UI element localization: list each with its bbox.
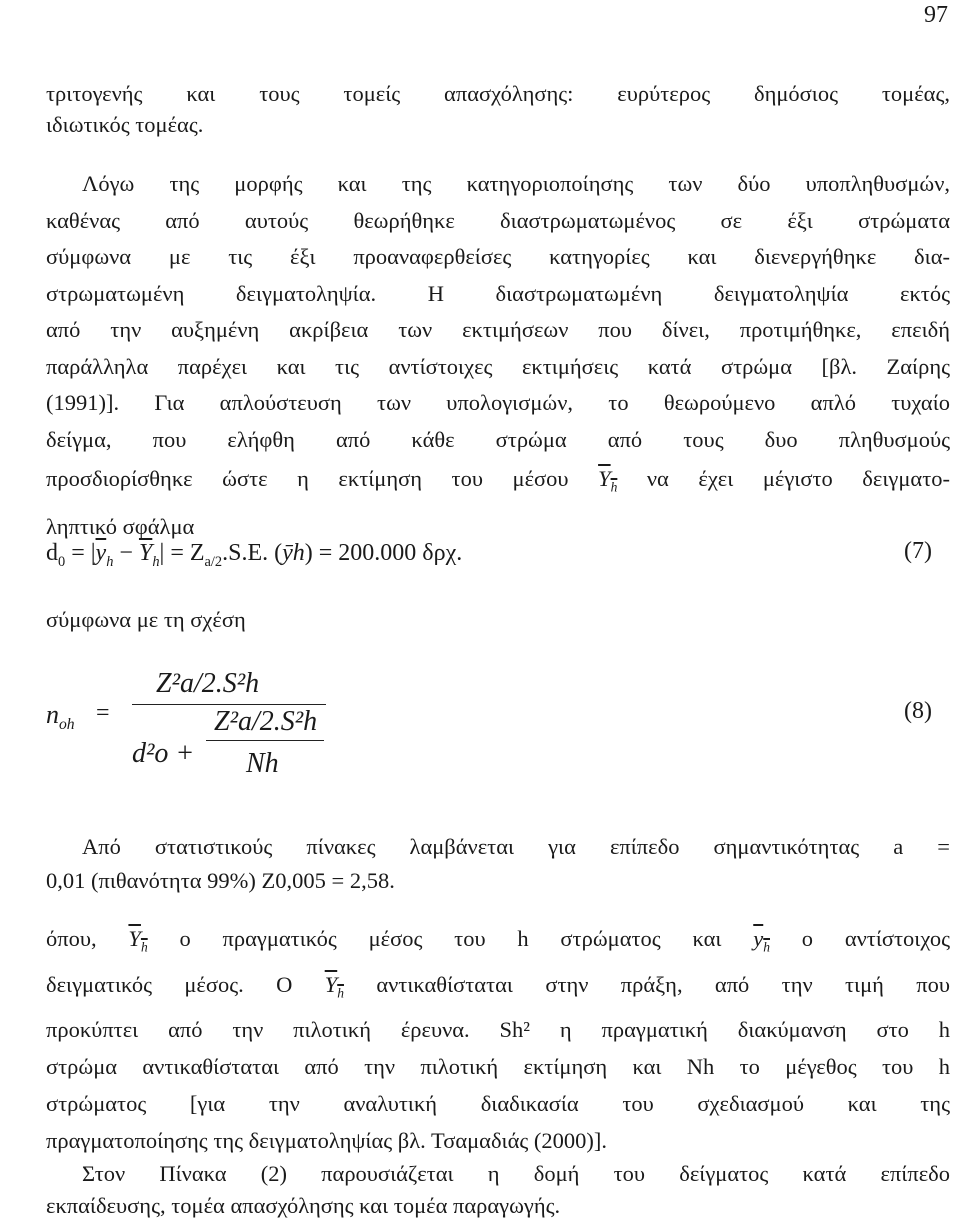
inner-numerator: Z²a/2.S²h xyxy=(214,706,318,737)
text-line: δειγματικός μέσος. Ο $Y_h$ αντικαθίσταται στην πράξη, από την τιμή που xyxy=(46,971,950,1000)
mean-symbol: $Y_h$ xyxy=(598,466,618,495)
text-line: προκύπτει από την πιλοτική έρευνα. Sh² η πραγματική διακύμανση στο h xyxy=(46,1017,950,1042)
text-line: στρώματος [για την αναλυτική διαδικασία του σχεδιασμού και της xyxy=(46,1091,950,1116)
equation-7-number: (7) xyxy=(904,538,932,564)
mean-symbol: $Y_h$ xyxy=(324,971,344,1000)
sample-mean-symbol: $y_h$ xyxy=(753,926,770,955)
fraction-denominator: d²o + xyxy=(132,738,195,769)
fraction-numerator: Z²a/2.S²h xyxy=(156,668,260,699)
text-line: ληπτικό σφάλμα xyxy=(46,513,195,539)
text-line: δείγμα, που ελήφθη από κάθε στρώμα από τους δυο πληθυσμούς xyxy=(46,426,950,452)
paragraph-definitions xyxy=(46,920,950,1159)
equation-7: $d_0 = |\overline{y}_h - \overline{Y}_h| = Z_{a/2}.S.E$. (ȳh) = 200.000 δρχ. xyxy=(46,540,463,570)
fraction-bar xyxy=(132,704,326,705)
page-number: 97 xyxy=(924,2,948,28)
equation-8-lhs: $n_{oh}$ xyxy=(46,700,75,734)
text-line: Από στατιστικούς πίνακες λαμβάνεται για επίπεδο σημαντικότητας a = xyxy=(82,834,950,859)
text-line: παράλληλα παρέχει και τις αντίστοιχες εκτιμήσεις κατά στρώμα [βλ. Ζαίρης xyxy=(46,353,950,379)
text-line: ιδιωτικός τομέας. xyxy=(46,112,204,137)
equation-8 xyxy=(46,660,646,800)
text-line: όπου, $Y_h$ ο πραγματικός μέσος του h στρώματος και $y_h$ ο αντίστοιχος xyxy=(46,926,951,955)
paragraph-significance xyxy=(46,830,950,898)
paragraph-table-intro xyxy=(46,1158,950,1222)
inner-denominator: Nh xyxy=(246,748,279,779)
text-line: τριτογενής και τους τομείς απασχόλησης: ευρύτερος δημόσιος τομέας, xyxy=(46,81,950,106)
text-line: (1991)]. Για απλούστευση των υπολογισμών, το θεωρούμενο απλό τυχαίο xyxy=(46,390,950,415)
text-line: Λόγω της μορφής και της κατηγοριοποίησης των δύο υποπληθυσμών, xyxy=(82,171,950,196)
inner-fraction-bar xyxy=(206,740,324,741)
text-line: στρωματωμένη δειγματοληψία. Η διαστρωματωμένη δειγματοληψία εκτός xyxy=(46,280,950,306)
equation-8-number: (8) xyxy=(904,698,932,724)
text-line: πραγματοποίησης της δειγματοληψίας βλ. Τσαμαδιάς (2000)]. xyxy=(46,1128,608,1153)
equals-sign: = xyxy=(96,700,110,726)
paragraph-sectors xyxy=(46,78,950,140)
paragraph-stratification xyxy=(46,166,950,545)
text-line: Στον Πίνακα (2) παρουσιάζεται η δομή του δείγματος κατά επίπεδο xyxy=(82,1161,950,1186)
relation-text: σύμφωνα με τη σχέση xyxy=(46,607,246,632)
text-line: καθένας από αυτούς θεωρήθηκε διαστρωματωμένος σε έξι στρώματα xyxy=(46,207,950,233)
text-line: από την αυξημένη ακρίβεια των εκτιμήσεων που δίνει, προτιμήθηκε, επειδή xyxy=(46,317,950,342)
text-line: στρώμα αντικαθίσταται από την πιλοτική εκτίμηση και Nh το μέγεθος του h xyxy=(46,1054,950,1079)
text-line: προσδιορίσθηκε ώστε η εκτίμηση του μέσου $Y_h$ να έχει μέγιστο δειγματο- xyxy=(46,466,950,495)
text-line: εκπαίδευσης, τομέα απασχόλησης και τομέα παραγωγής. xyxy=(46,1193,561,1218)
text-line: σύμφωνα με τις έξι προαναφερθείσες κατηγορίες και διενεργήθηκε δια- xyxy=(46,244,950,269)
text-line: 0,01 (πιθανότητα 99%) Z0,005 = 2,58. xyxy=(46,868,395,893)
mean-symbol: $Y_h$ xyxy=(128,926,148,955)
